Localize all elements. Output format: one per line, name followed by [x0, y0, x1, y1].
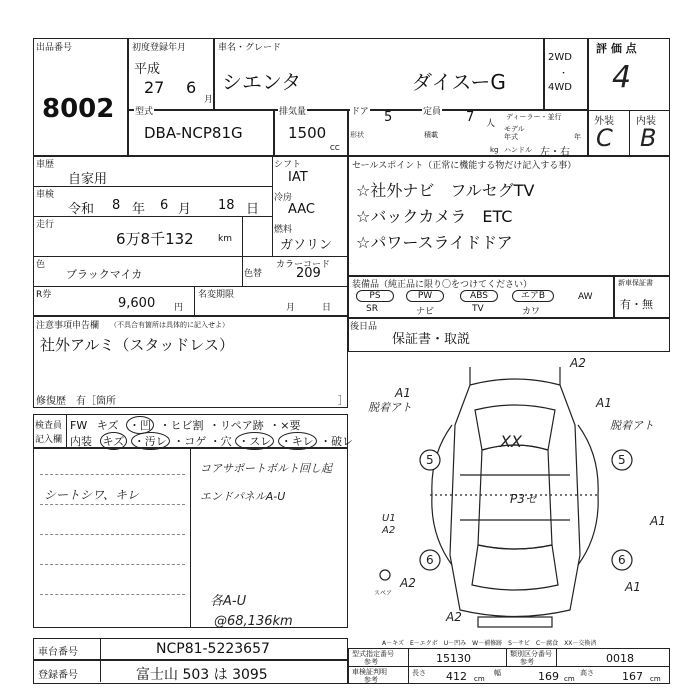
- spec-wid-label: 幅: [494, 669, 501, 677]
- dmg-label-1: A1: [395, 386, 411, 400]
- disp-unit: CC: [330, 144, 340, 152]
- post-label: 後日品: [350, 322, 378, 332]
- dmg-label-4: 脱着アト: [610, 419, 654, 432]
- capacity-value: 7: [466, 110, 475, 125]
- score-label: 評 価 点: [596, 42, 637, 55]
- check-interior: 内装: [70, 435, 92, 448]
- score-int-label: 内装: [636, 116, 656, 127]
- lot-number: 8002: [42, 94, 115, 124]
- inspector-bottom-1: 各A-U: [210, 594, 247, 609]
- repair-value: 有［箇所: [76, 396, 116, 407]
- car-label: 車名・グレード: [218, 43, 282, 53]
- notes-sub: （不具合有箇所は具体的に記入せよ）: [110, 321, 229, 329]
- car-name: シエンタ: [222, 70, 302, 94]
- equip-leather: カワ: [522, 307, 541, 317]
- spec-hdiv: [348, 666, 670, 667]
- fuel-label: 燃料: [274, 225, 293, 235]
- spec-hgt: 167: [622, 670, 643, 683]
- reg-year: 27: [144, 78, 165, 97]
- notes-label: 注意事項申告欄: [36, 321, 100, 331]
- check-label-2: 記入欄: [35, 435, 63, 445]
- reg-era: 平成: [134, 62, 161, 77]
- info-line-4: [33, 286, 348, 287]
- dmg-label-12: A1: [625, 580, 641, 594]
- reg-label: 初度登録年月: [132, 43, 187, 53]
- repair-label: 修復歴: [36, 396, 66, 407]
- inspector-bottom-2: @68,136km: [214, 614, 293, 629]
- equip-navi: ナビ: [416, 307, 435, 317]
- selling-line-2: ☆バックカメラ ETC: [356, 207, 513, 226]
- doors-value: 5: [384, 110, 393, 125]
- model-year-unit: 年: [574, 133, 581, 141]
- dash-5: [40, 594, 185, 595]
- check-in-dirt: ・汚レ: [131, 432, 170, 450]
- tire-rl: 6: [426, 553, 434, 567]
- inspection-year: 8: [112, 198, 121, 213]
- inspection-era: 令和: [68, 202, 95, 217]
- lot-label: 出品番号: [36, 43, 73, 53]
- plate-value: 富士山 503 は 3095: [136, 667, 268, 683]
- dealer-label: ディーラー・並行: [506, 113, 562, 121]
- model-year-label2: 年式: [504, 133, 518, 141]
- recycle-unit: 円: [174, 303, 184, 313]
- check-crack: ・ヒビ割: [159, 419, 204, 432]
- spec-model-no-label: 型式指定番号: [352, 650, 394, 658]
- recycle-due-label: 名変期限: [198, 290, 235, 300]
- spec-wid: 169: [538, 670, 559, 683]
- recycle-month-unit: 月: [286, 303, 296, 313]
- equip-ps: PS: [356, 290, 394, 302]
- recycle-day-unit: 日: [322, 303, 332, 313]
- load-label: 積載: [424, 131, 438, 139]
- spec-hgt-unit: cm: [650, 675, 661, 683]
- drive-4wd: 4WD: [548, 82, 572, 93]
- inspection-label: 車検: [36, 190, 55, 200]
- shift-value: IAT: [288, 170, 308, 185]
- spec-len-label: 長さ: [412, 669, 426, 677]
- dmg-label-13: A2: [446, 610, 462, 624]
- reg-month: 6: [186, 78, 197, 97]
- spare-tire-icon: [380, 570, 390, 580]
- color-vdiv: [242, 256, 243, 286]
- color-code-label: カラーコード: [276, 260, 331, 270]
- dmg-label-9: A1: [650, 514, 666, 528]
- spec-size-label: 車検証判明: [352, 668, 387, 676]
- disp-value: 1500: [288, 124, 327, 142]
- spec-hgt-label: 高さ: [580, 669, 594, 677]
- check-fw: FW: [70, 419, 88, 432]
- mileage-unit: km: [218, 234, 232, 244]
- dash-4: [40, 564, 185, 565]
- notes-text: 社外アルミ（スタッドレス）: [40, 336, 234, 354]
- spec-model-no: 15130: [436, 652, 471, 665]
- dmg-label-10: A2: [400, 576, 416, 590]
- aircon-value: AAC: [288, 202, 315, 217]
- capacity-label: 定員: [422, 104, 442, 117]
- dmg-label-3: A1: [596, 396, 612, 410]
- dmg-label-8: A2: [382, 525, 396, 536]
- equip-tv: TV: [472, 304, 484, 314]
- mileage-vdiv: [242, 216, 243, 256]
- model-year-label1: モデル: [504, 125, 525, 133]
- inspection-year-unit: 年: [132, 202, 146, 217]
- recycle-label: R券: [36, 290, 52, 300]
- tire-fl: 5: [426, 453, 434, 467]
- spec-class-label: 類別区分番号: [510, 650, 552, 658]
- selling-line-1: ☆社外ナビ フルセグTV: [356, 181, 535, 200]
- capacity-unit: 人: [486, 119, 496, 129]
- equip-sr: SR: [366, 304, 378, 314]
- repair-end: ］: [338, 396, 348, 407]
- check-label-1: 検査員: [35, 421, 63, 431]
- dmg-label-7: U1: [382, 513, 396, 524]
- dmg-label-2: 脱着アト: [368, 401, 412, 414]
- info-vdiv: [272, 156, 273, 256]
- spec-class-sub: 参考: [520, 658, 534, 666]
- post-value: 保証書・取説: [392, 332, 471, 347]
- mileage-label: 走行: [36, 220, 55, 230]
- color-value: ブラックマイカ: [66, 268, 143, 281]
- warranty-value: 有・無: [620, 298, 653, 311]
- color-label: 色: [36, 260, 46, 270]
- inspection-day-unit: 日: [246, 202, 260, 217]
- drive-dot: ・: [559, 69, 569, 79]
- equip-aw: AW: [578, 292, 593, 302]
- check-in-wear: ・スレ: [235, 432, 274, 450]
- tire-rr: 6: [618, 553, 626, 567]
- inspector-vdiv: [190, 448, 191, 628]
- check-need: ・×要: [269, 419, 301, 432]
- shape-label: 形状: [350, 131, 364, 139]
- check-dent: ・凹: [126, 416, 154, 434]
- check-in-burn: ・コゲ: [173, 435, 207, 448]
- check-in-tear: ・キレ: [278, 432, 317, 450]
- dash-3: [40, 534, 185, 535]
- chassis-label: 車台番号: [38, 647, 78, 658]
- tire-fr: 5: [618, 453, 626, 467]
- spec-vdiv-1: [408, 648, 409, 684]
- spec-class-no: 0018: [606, 652, 634, 665]
- model-label: 型式: [134, 104, 154, 117]
- plate-label: 登録番号: [38, 670, 78, 681]
- history-label: 車歴: [36, 160, 55, 170]
- disp-label: 排気量: [278, 104, 307, 117]
- dash-2: [40, 504, 185, 505]
- score-vdivider: [629, 110, 630, 156]
- check-in-rip: ・破レ: [320, 435, 354, 448]
- drive-2wd: 2WD: [548, 52, 572, 63]
- dmg-label-5: XX: [500, 432, 522, 451]
- score-int: B: [640, 124, 657, 152]
- warranty-label: 新車保証書: [618, 279, 653, 287]
- score-ext-label: 外装: [594, 116, 614, 127]
- inspector-right-1: コアサポートボルト回し起: [200, 462, 332, 475]
- recycle-vdiv: [194, 286, 195, 316]
- check-in-hole: ・穴: [209, 435, 232, 448]
- dmg-label-0: A2: [570, 356, 586, 370]
- spec-vdiv-3: [556, 648, 557, 666]
- equip-pw: PW: [406, 290, 444, 302]
- handle-label: ハンドル: [504, 146, 532, 154]
- check-scratch: キズ: [96, 419, 119, 432]
- equip-airbag: エアB: [512, 290, 554, 302]
- chassis-value: NCP81-5223657: [156, 641, 270, 657]
- info-line-2: [33, 216, 272, 217]
- inspection-day: 18: [218, 198, 235, 213]
- inspector-left: シートシワ、キレ: [44, 488, 139, 502]
- score-ext: C: [596, 124, 613, 152]
- info-line-1: [33, 186, 272, 187]
- color-code: 209: [296, 266, 321, 281]
- reg-month-unit: 月: [204, 95, 214, 105]
- selling-label: セールスポイント（正常に機能する物だけ記入する事）: [352, 161, 577, 171]
- shift-label: シフト: [274, 160, 302, 170]
- inspector-right-2: エンドパネルA-U: [200, 490, 286, 503]
- equip-label: 装備品（純正品に限り〇をつけてください）: [352, 280, 533, 290]
- dash-1: [40, 474, 185, 475]
- color-no-label: 色替: [244, 269, 263, 279]
- diagram-legend: A－キズ E－エクボ U－凹み W－補修跡 S－サビ C－腐食 XX－交換済: [382, 640, 597, 647]
- spec-len-unit: cm: [474, 675, 485, 683]
- handle-value: 左・右: [540, 147, 570, 158]
- aircon-label: 冷房: [274, 193, 293, 203]
- score-value: 4: [612, 60, 632, 95]
- check-vdiv: [66, 414, 67, 448]
- inspection-month: 6: [160, 198, 169, 213]
- spec-vdiv-2: [506, 648, 507, 666]
- dmg-label-14: スペア: [374, 590, 393, 597]
- spec-model-no-sub: 参考: [364, 658, 378, 666]
- inspection-month-unit: 月: [178, 202, 192, 217]
- selling-line-3: ☆パワースライドドア: [356, 233, 513, 252]
- fuel-value: ガソリン: [280, 238, 333, 253]
- check-in-scratch: キズ: [100, 432, 128, 450]
- load-unit: kg: [490, 146, 499, 154]
- car-diagram: [360, 355, 670, 635]
- model-value: DBA-NCP81G: [144, 124, 243, 142]
- equip-abs: ABS: [460, 290, 498, 302]
- spec-size-sub: 参考: [364, 676, 378, 684]
- spec-wid-unit: cm: [564, 675, 575, 683]
- car-rear-window: [472, 545, 558, 590]
- check-repair: ・リペア跡: [209, 419, 264, 432]
- mileage-value: 6万8千132: [116, 230, 194, 248]
- doors-label: ドア: [350, 104, 370, 117]
- dmg-label-6: P3セ: [510, 492, 537, 506]
- recycle-value: 9,600: [118, 296, 156, 311]
- spec-len: 412: [446, 670, 467, 683]
- car-grade: ダイスーG: [412, 70, 506, 94]
- history-value: 自家用: [68, 172, 108, 187]
